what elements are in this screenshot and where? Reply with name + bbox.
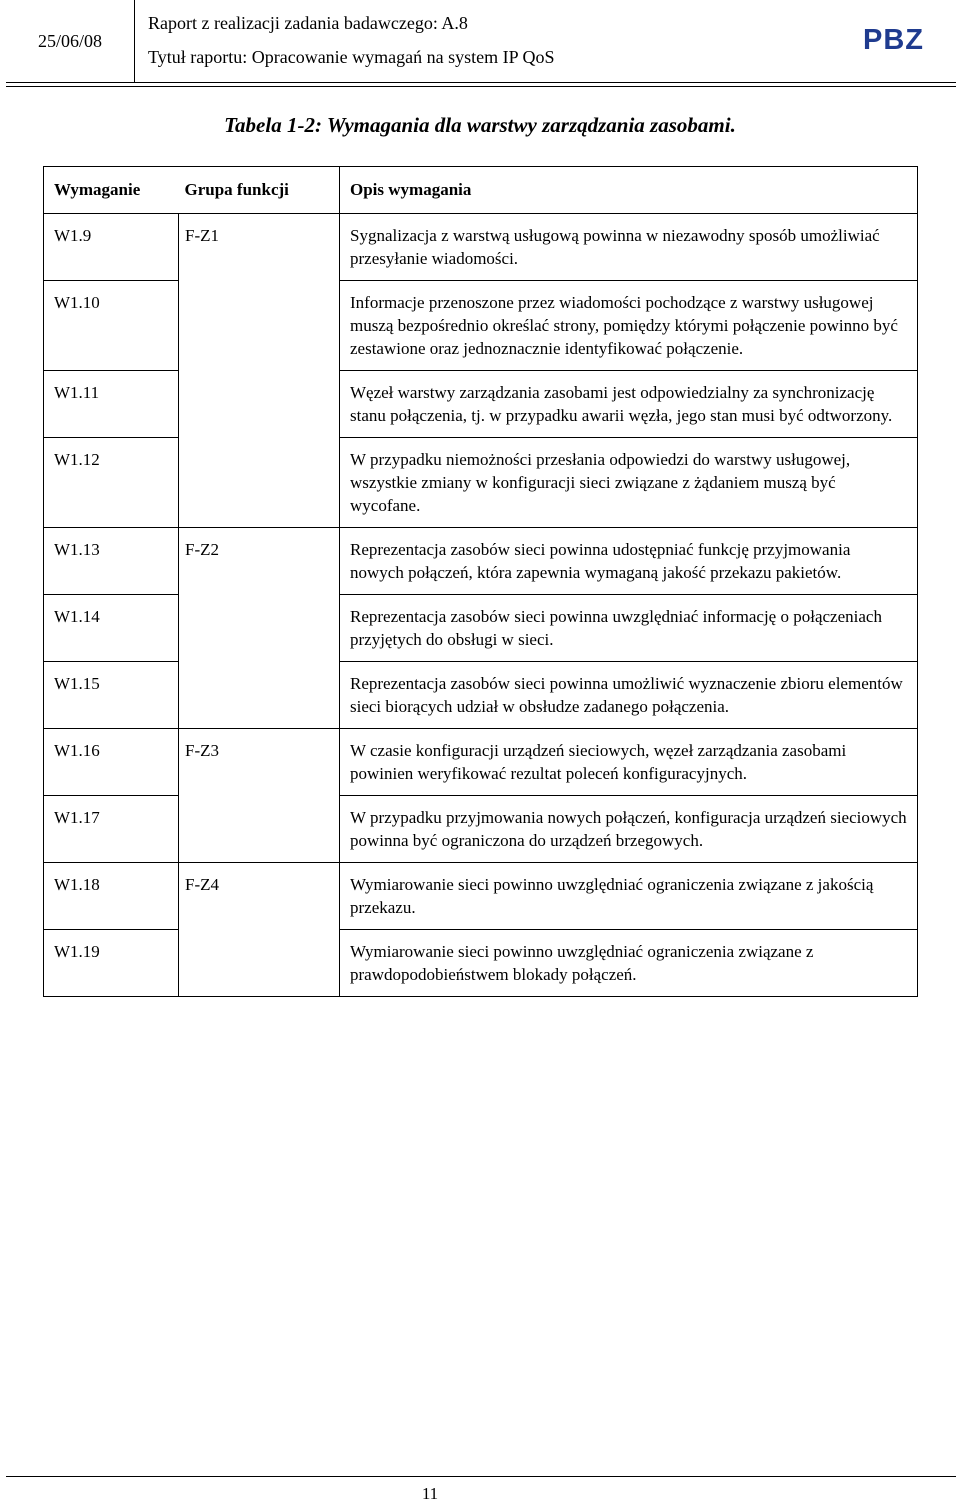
header-divider xyxy=(6,82,956,83)
column-header-description: Opis wymagania xyxy=(340,167,918,214)
header-divider-secondary xyxy=(6,86,956,87)
function-group xyxy=(179,438,340,528)
requirement-description: Węzeł warstwy zarządzania zasobami jest odpowiedzialny za synchronizację stanu połączenia, tj. w przypadku awarii węzła, jego stan musi być odtworzony. xyxy=(340,371,918,438)
table-row xyxy=(44,281,918,371)
requirement-description: Wymiarowanie sieci powinno uwzględniać ograniczenia związane z jakością przekazu. xyxy=(340,863,918,930)
function-group xyxy=(179,281,340,371)
requirement-id: W1.16 xyxy=(44,729,179,796)
requirement-id: W1.11 xyxy=(44,371,179,438)
requirement-id: W1.14 xyxy=(44,595,179,662)
function-group xyxy=(179,595,340,662)
table-row xyxy=(44,371,918,438)
function-group xyxy=(179,796,340,863)
table-row xyxy=(44,662,918,729)
pbz-logo: PBZ xyxy=(863,24,924,56)
header-report-line: Raport z realizacji zadania badawczego: A.8 xyxy=(148,13,468,33)
function-group: F-Z3 xyxy=(179,729,340,796)
requirement-id: W1.17 xyxy=(44,796,179,863)
requirement-description: W przypadku przyjmowania nowych połączeń, konfiguracja urządzeń sieciowych powinna być ograniczona do urządzeń brzegowych. xyxy=(340,796,918,863)
footer-divider xyxy=(6,1476,956,1477)
requirement-description: Informacje przenoszone przez wiadomości pochodzące z warstwy usługowej muszą bezpośrednio określać strony, pomiędzy którymi połączenie powinno być zestawione oraz jednoznacznie identyfikować połączenie. xyxy=(340,281,918,371)
table-header-row xyxy=(44,167,918,214)
column-header-requirement: Wymaganie xyxy=(44,167,179,214)
requirement-description: Sygnalizacja z warstwą usługową powinna w niezawodny sposób umożliwiać przesyłanie wiadomości. xyxy=(340,214,918,281)
requirement-description: W przypadku niemożności przesłania odpowiedzi do warstwy usługowej, wszystkie zmiany w konfiguracji sieci związane z żądaniem muszą być wycofane. xyxy=(340,438,918,528)
requirement-id: W1.18 xyxy=(44,863,179,930)
requirement-id: W1.9 xyxy=(44,214,179,281)
requirements-table xyxy=(43,166,918,997)
function-group: F-Z4 xyxy=(179,863,340,930)
column-header-function-group: Grupa funkcji xyxy=(179,167,340,214)
table-row xyxy=(44,796,918,863)
function-group xyxy=(179,930,340,997)
requirement-description: Reprezentacja zasobów sieci powinna udostępniać funkcję przyjmowania nowych połączeń, która zapewnia wymaganą jakość przekazu pakietów. xyxy=(340,528,918,595)
table-row xyxy=(44,595,918,662)
requirement-description: W czasie konfiguracji urządzeń sieciowych, węzeł zarządzania zasobami powinien weryfikować rezultat poleceń konfiguracyjnych. xyxy=(340,729,918,796)
requirement-id: W1.15 xyxy=(44,662,179,729)
requirement-description: Wymiarowanie sieci powinno uwzględniać ograniczenia związane z prawdopodobieństwem blokady połączeń. xyxy=(340,930,918,997)
function-group: F-Z1 xyxy=(179,214,340,281)
page-number: 11 xyxy=(421,1484,439,1503)
table-row xyxy=(44,729,918,796)
function-group xyxy=(179,662,340,729)
table-row xyxy=(44,528,918,595)
requirement-id: W1.12 xyxy=(44,438,179,528)
table-row xyxy=(44,930,918,997)
table-row xyxy=(44,214,918,281)
requirement-description: Reprezentacja zasobów sieci powinna uwzględniać informację o połączeniach przyjętych do obsługi w sieci. xyxy=(340,595,918,662)
table-row xyxy=(44,863,918,930)
function-group xyxy=(179,371,340,438)
requirement-id: W1.13 xyxy=(44,528,179,595)
requirement-id: W1.19 xyxy=(44,930,179,997)
header-date: 25/06/08 xyxy=(6,0,135,82)
table-caption: Tabela 1-2: Wymagania dla warstwy zarządzania zasobami. xyxy=(224,113,736,137)
page-header xyxy=(0,0,960,88)
requirement-id: W1.10 xyxy=(44,281,179,371)
function-group: F-Z2 xyxy=(179,528,340,595)
table-row xyxy=(44,438,918,528)
header-title-line: Tytuł raportu: Opracowanie wymagań na system IP QoS xyxy=(148,47,555,67)
requirement-description: Reprezentacja zasobów sieci powinna umożliwić wyznaczenie zbioru elementów sieci biorących udział w obsłudze zadanego połączenia. xyxy=(340,662,918,729)
header-text-block xyxy=(148,6,555,74)
